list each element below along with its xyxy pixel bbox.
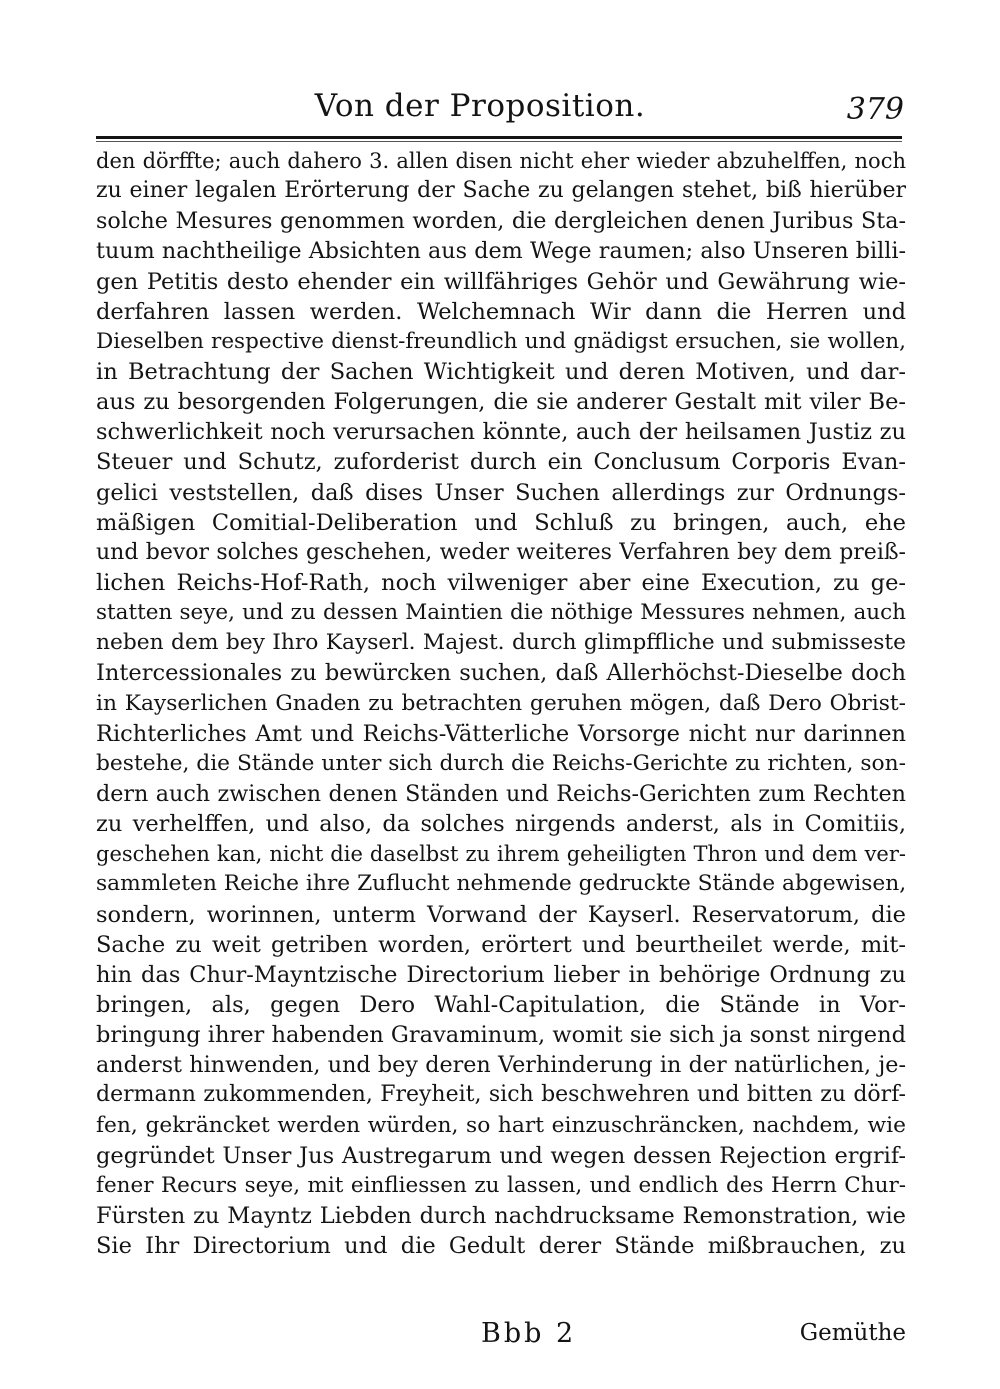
text-line: statten seye, und zu dessen Maintien die nöthige Messures nehmen, auch [96,600,906,626]
text-line: gelici veststellen, daß dises Unser Suchen allerdings zur Ordnungs- [96,479,906,506]
text-line: bestehe, die Stände unter sich durch die Reichs-Gerichte zu richten, son- [96,750,906,776]
text-line: Dieselben respective dienst-freundlich und gnädigst ersuchen, sie wollen, [96,328,906,354]
text-line: dern auch zwischen denen Ständen und Reichs-Gerichten zum Rechten [96,780,906,807]
header-rule [96,136,902,139]
text-line: gen Petitis desto ehender ein willfähriges Gehör und Gewährung wie- [96,268,906,295]
body-text [96,146,906,1261]
text-line: zu verhelffen, und also, da solches nirgends anderst, als in Comitiis, [96,811,906,838]
text-line: Intercessionales zu bewürcken suchen, daß Allerhöchst-Dieselbe doch [96,660,906,687]
text-line: Sie Ihr Directorium und die Gedult derer Stände mißbrauchen, zu [96,1233,906,1260]
text-line: zu einer legalen Erörterung der Sache zu gelangen stehet, biß hierüber [96,178,906,204]
text-line: mäßigen Comitial-Deliberation und Schluß zu bringen, auch, ehe [96,509,906,536]
signature-mark: Bbb 2 [481,1318,577,1349]
text-line: schwerlichkeit noch verursachen könnte, auch der heilsamen Justiz zu [96,419,906,446]
text-line: und bevor solches geschehen, weder weiteres Verfahren bey dem preiß- [96,539,906,565]
text-line: fen, gekräncket werden würden, so hart einzuschräncken, nachdem, wie [96,1112,906,1138]
text-line: geschehen kan, nicht die daselbst zu ihrem geheiligten Thron und dem ver- [96,842,906,867]
text-line: gegründet Unser Jus Austregarum und wegen dessen Rejection ergrif- [96,1142,906,1169]
text-line: sammleten Reiche ihre Zuflucht nehmende gedruckte Stände abgewisen, [96,871,907,897]
text-line: lichen Reichs-Hof-Rath, noch vilweniger aber eine Execution, zu ge- [96,569,906,596]
text-line: aus zu besorgenden Folgerungen, die sie anderer Gestalt mit viler Be- [96,389,906,416]
text-line: derfahren lassen werden. Welchemnach Wir dann die Herren und [96,298,906,325]
catchword: Gemüthe [799,1320,906,1346]
running-title: Von der Proposition. [314,88,646,124]
page-number: 379 [846,92,904,127]
text-line: dermann zukommenden, Freyheit, sich beschwehren und bitten zu dörf- [96,1082,906,1108]
text-line: solche Mesures genommen worden, die dergleichen denen Juribus Sta- [96,208,906,235]
text-line: hin das Chur-Mayntzische Directorium lieber in behörige Ordnung zu [96,961,906,988]
text-line: in Kayserlichen Gnaden zu betrachten geruhen mögen, daß Dero Obrist- [96,690,906,716]
text-line: neben dem bey Ihro Kayserl. Majest. durch glimpffliche und submisseste [96,630,906,656]
text-line: anderst hinwenden, und bey deren Verhinderung in der natürlichen, je- [96,1052,906,1079]
text-line: Richterliches Amt und Reichs-Vätterliche Vorsorge nicht nur darinnen [96,720,906,747]
text-line: sondern, worinnen, unterm Vorwand der Kayserl. Reservatorum, die [96,901,906,928]
text-line: bringen, als, gegen Dero Wahl-Capitulation, die Stände in Vor- [96,991,906,1018]
text-line: in Betrachtung der Sachen Wichtigkeit und deren Motiven, und dar- [96,358,906,385]
text-line: Sache zu weit getriben worden, erörtert und beurtheilet werde, mit- [96,931,906,958]
text-line: Steuer und Schutz, zuforderist durch ein Conclusum Corporis Evan- [96,449,906,476]
text-line: tuum nachtheilige Absichten aus dem Wege raumen; also Unseren billi- [96,238,906,265]
text-line: fener Recurs seye, mit einfliessen zu lassen, und endlich des Herrn Chur- [96,1172,906,1198]
text-line: Fürsten zu Mayntz Liebden durch nachdrucksame Remonstration, wie [96,1202,906,1229]
text-line: bringung ihrer habenden Gravaminum, womit sie sich ja sonst nirgend [96,1022,906,1049]
page-footer [96,1318,906,1354]
header-rule-thin [96,141,902,142]
text-line: den dörffte; auch dahero 3. allen disen nicht eher wieder abzuhelffen, noch [96,149,906,173]
